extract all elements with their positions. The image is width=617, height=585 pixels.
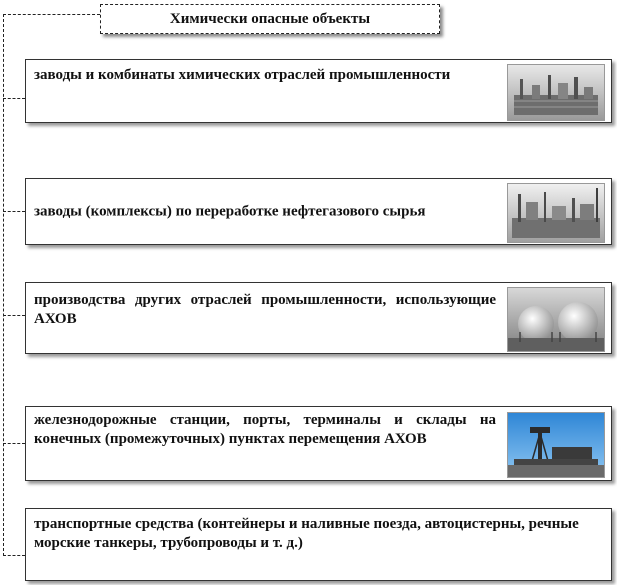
connector-branch-2 — [3, 211, 25, 212]
diagram-title-text: Химически опасные объекты — [169, 10, 371, 27]
connector-branch-3 — [3, 315, 25, 316]
category-box-stations-ports — [25, 406, 612, 481]
category-box-other-industries — [25, 282, 612, 354]
category-text: заводы (комплексы) по переработке нефтегазового сырья — [34, 203, 426, 219]
category-box-chemical-plants — [25, 59, 612, 123]
category-box-transport — [25, 508, 612, 581]
connector-branch-1 — [3, 98, 25, 99]
category-text: транспортные средства (контейнеры и наливные поезда, автоцистерны, речные морские танкеры, трубопроводы и т. д.) — [34, 516, 579, 551]
connector-title — [3, 14, 100, 15]
category-box-refineries — [25, 178, 612, 245]
diagram-title — [100, 4, 440, 34]
terminal-tower-photo — [507, 412, 605, 478]
connector-branch-4 — [3, 443, 25, 444]
category-text: железнодорожные станции, порты, терминалы и склады на конечных (промежуточных) пунктах перемещения АХОВ — [34, 412, 496, 447]
connector-branch-5 — [3, 555, 25, 556]
category-text: заводы и комбинаты химических отраслей промышленности — [34, 67, 451, 83]
category-text: производства других отраслей промышленности, использующие АХОВ — [34, 292, 496, 327]
refinery-photo — [507, 183, 605, 243]
chemical-plant-photo — [507, 64, 605, 121]
spherical-tanks-photo — [507, 287, 605, 352]
connector-trunk — [3, 14, 4, 556]
